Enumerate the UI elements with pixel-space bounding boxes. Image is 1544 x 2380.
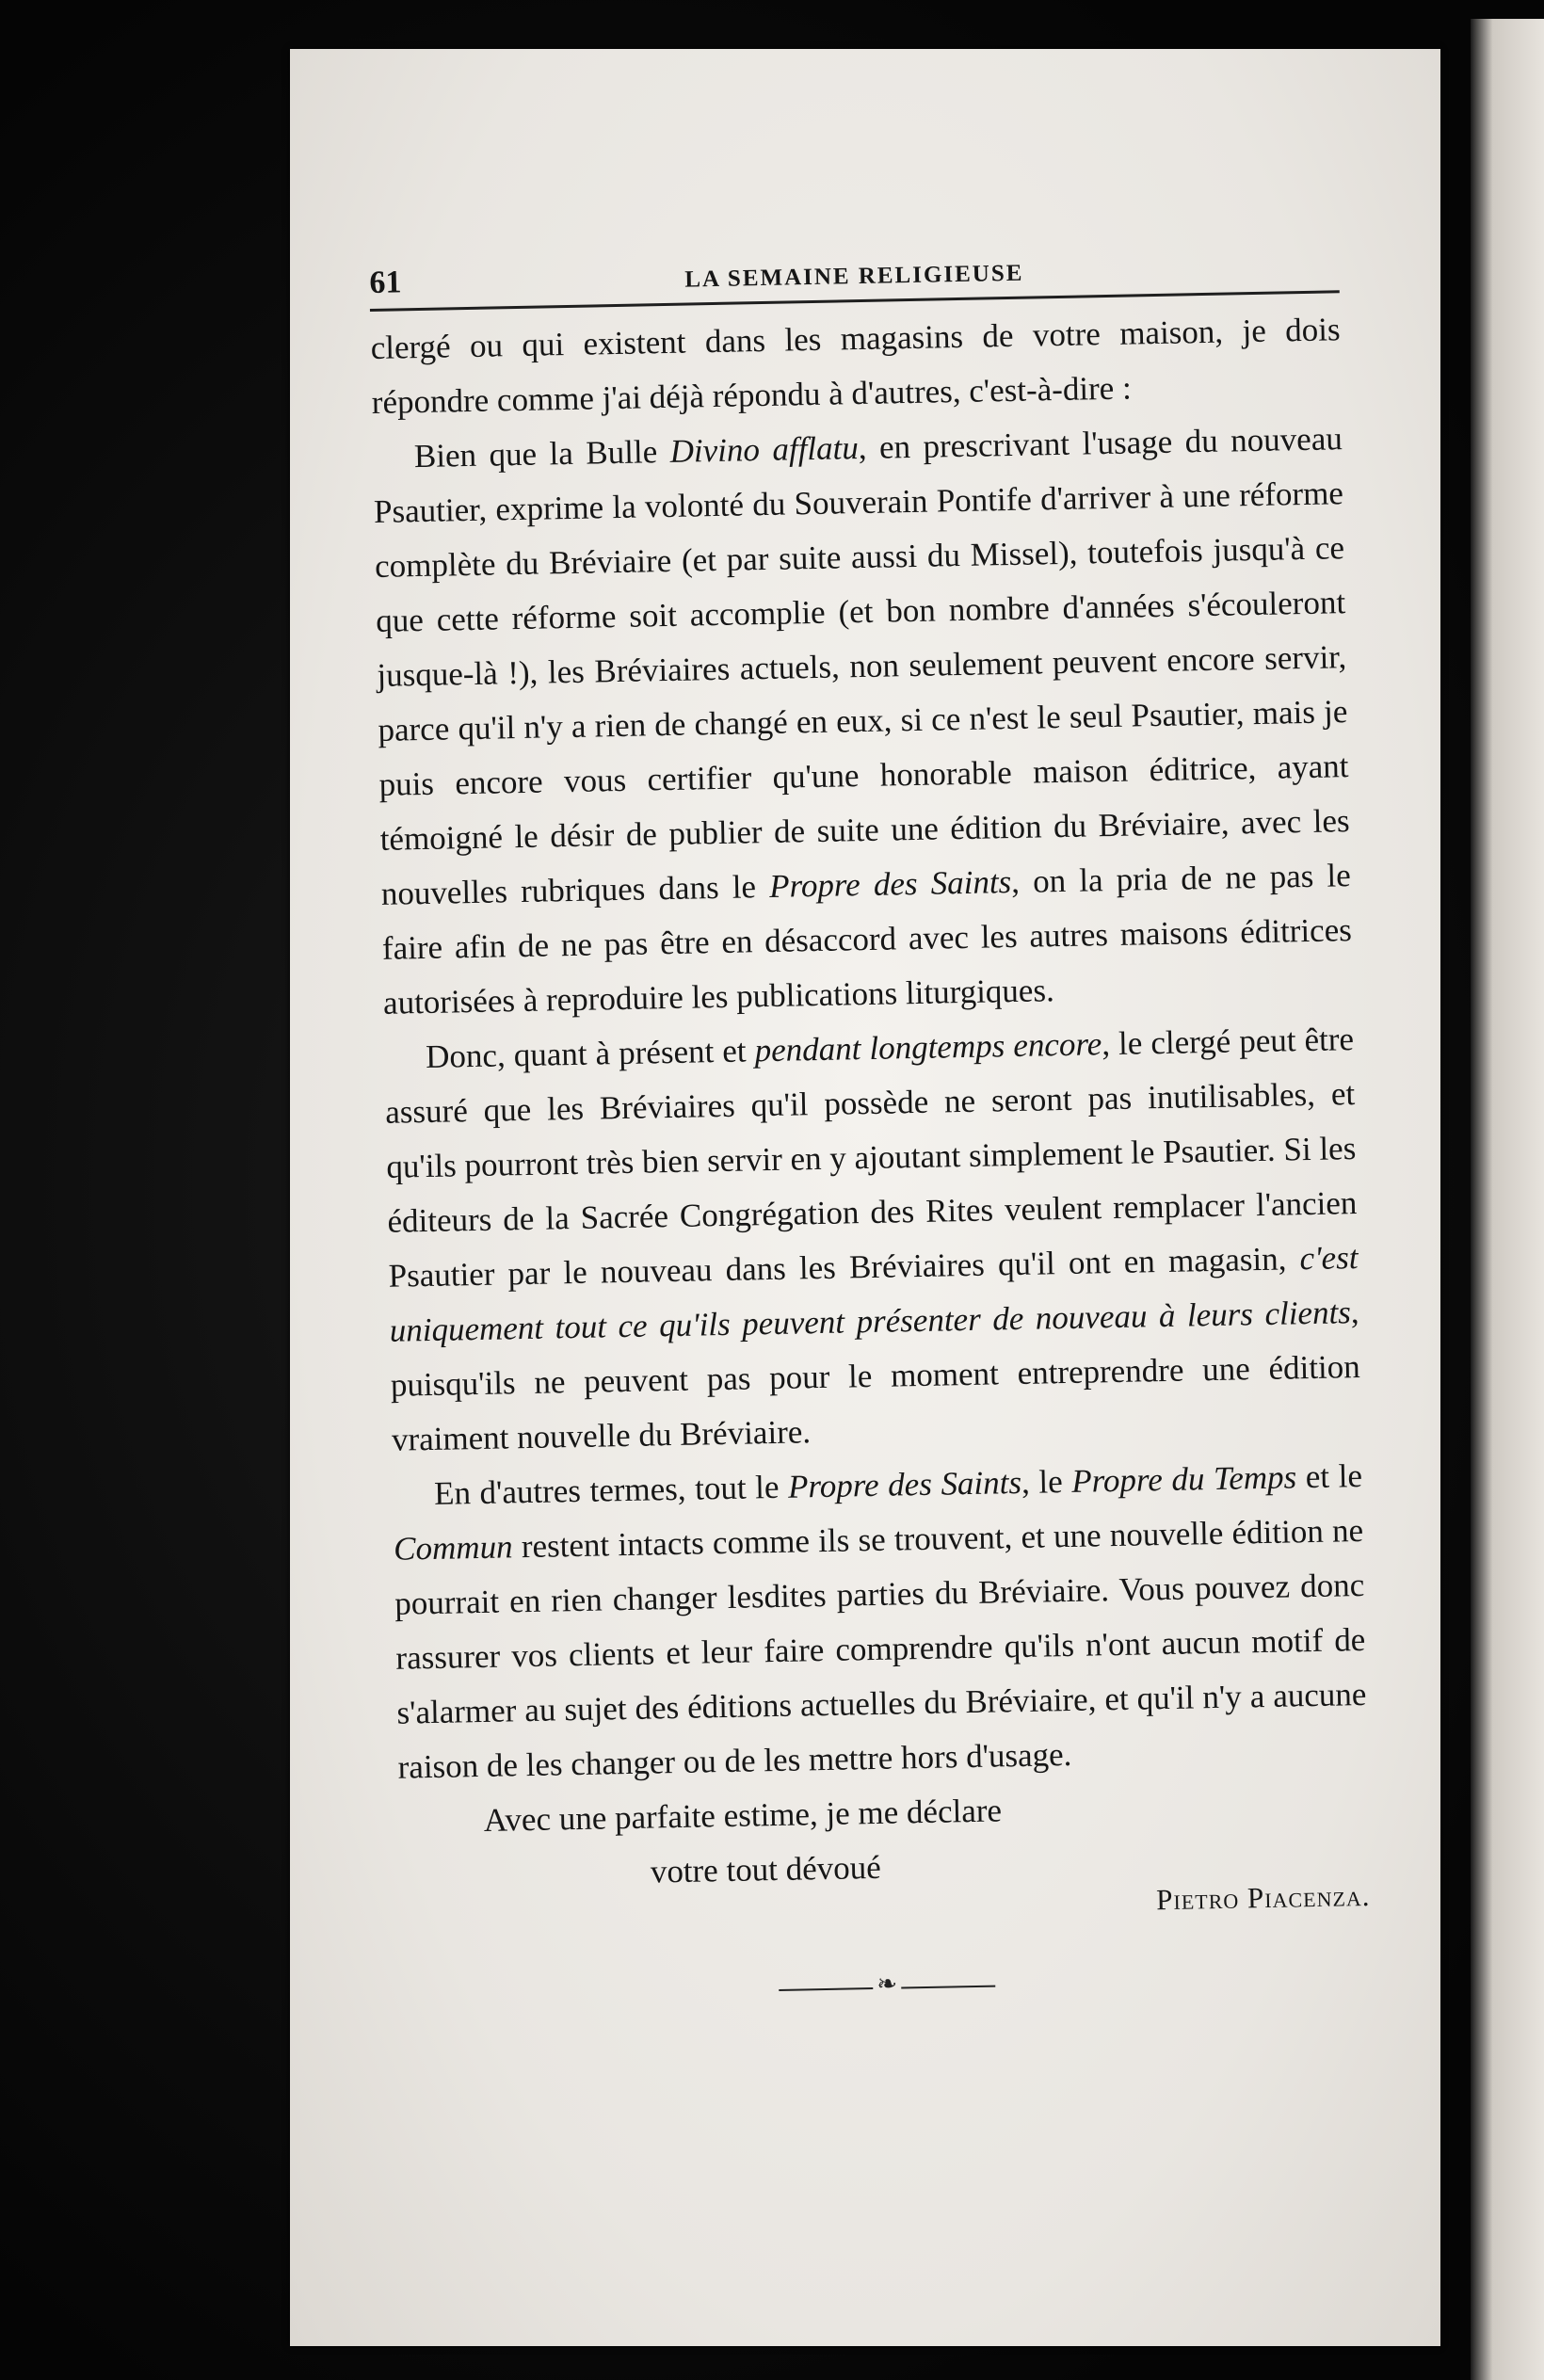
italic-span: Commun bbox=[393, 1528, 513, 1568]
ornament-rule-right bbox=[901, 1986, 995, 1989]
text-span: En d'autres termes, tout le bbox=[433, 1468, 789, 1512]
text-span: et le bbox=[1295, 1456, 1363, 1496]
adjacent-page-edge bbox=[1471, 19, 1544, 2380]
ornament-rule-left bbox=[779, 1987, 873, 1991]
fleuron-icon: ❧ bbox=[876, 1970, 898, 1998]
running-title: LA SEMAINE RELIGIEUSE bbox=[684, 260, 1024, 293]
italic-span: Propre des Saints bbox=[768, 863, 1012, 905]
italic-span: pendant longtemps encore bbox=[754, 1025, 1102, 1069]
text-span: , en prescrivant l'usage du nouveau Psautier, exprime la volonté du Souverain Pontife d'arriver à une réforme complète du Bréviaire (et par suite aussi du Missel), toutefois jusqu'à ce que cette réforme soit accomplie (et bon nombre d'années s'écouleront jusque-là !), les Bréviaires actuels, non seulement peuvent encore servir, parce qu'il n'y a rien de changé en eux, si ce n'est le seul Psautier, mais je puis encore vous certifier qu'une honorable maison éditrice, ayant témoigné le désir de publier de suite une édition du Bréviaire, avec les nouvelles rubriques dans le bbox=[373, 420, 1350, 912]
text-span: , le bbox=[1021, 1462, 1072, 1501]
signature: Pietro Piacenza. bbox=[1155, 1878, 1371, 1917]
closing-valediction: votre tout dévoué bbox=[650, 1848, 882, 1890]
text-span: Donc, quant à présent et bbox=[425, 1032, 755, 1075]
paragraph-continuation: clergé ou qui existent dans les magasins de votre maison, je dois répondre comme j'ai déjà répondu à d'autres, c'est-à-dire : bbox=[370, 311, 1341, 421]
text-span: restent intacts comme ils se trouvent, et une nouvelle édition ne pourrait en rien changer lesdites parties du Bréviaire. Vous pouvez donc rassurer vos clients et leur faire comprendre qu'ils n'ont aucun motif de s'alarmer au sujet des éditions actuelles du Bréviaire, et qu'il n'y a aucune raison de les changer ou de les mettre hors d'usage. bbox=[394, 1511, 1367, 1786]
paragraph-donc bbox=[384, 1012, 1362, 1468]
page-number: 61 bbox=[369, 265, 402, 300]
italic-span: Propre du Temps bbox=[1070, 1458, 1297, 1500]
text-span: , on la pria de ne pas le faire afin de ne pas être en désaccord avec les autres maisons éditrices autorisées à reproduire les publications liturgiques. bbox=[381, 857, 1353, 1021]
closing-line: Avec une parfaite estime, je me déclare bbox=[483, 1792, 1003, 1839]
text-span: , le clergé peut être assuré que les Bréviaires qu'il possède ne seront pas inutilisables, et qu'ils pourront très bien servir en y ajoutant simplement le Psautier. Si les éditeurs de la Sacrée Congrégation des Rites veulent remplacer l'ancien Psautier par le nouveau dans les Bréviaires qu'il ont en magasin, bbox=[384, 1021, 1358, 1295]
paragraph-bulle bbox=[372, 411, 1353, 1031]
paragraph-autres-termes bbox=[393, 1449, 1368, 1795]
italic-span: Propre des Saints bbox=[787, 1463, 1022, 1505]
page-content bbox=[369, 245, 1372, 2003]
italic-span: c'est uniquement tout ce qu'ils peuvent présenter de nouveau à leurs clients bbox=[389, 1239, 1359, 1349]
text-span: , puisqu'ils ne peuvent pas pour le moment entreprendre une édition vraiment nouvelle du Bréviaire. bbox=[390, 1294, 1361, 1458]
italic-span: Divino afflatu bbox=[669, 429, 860, 470]
text-span: Bien que la Bulle bbox=[413, 432, 671, 475]
